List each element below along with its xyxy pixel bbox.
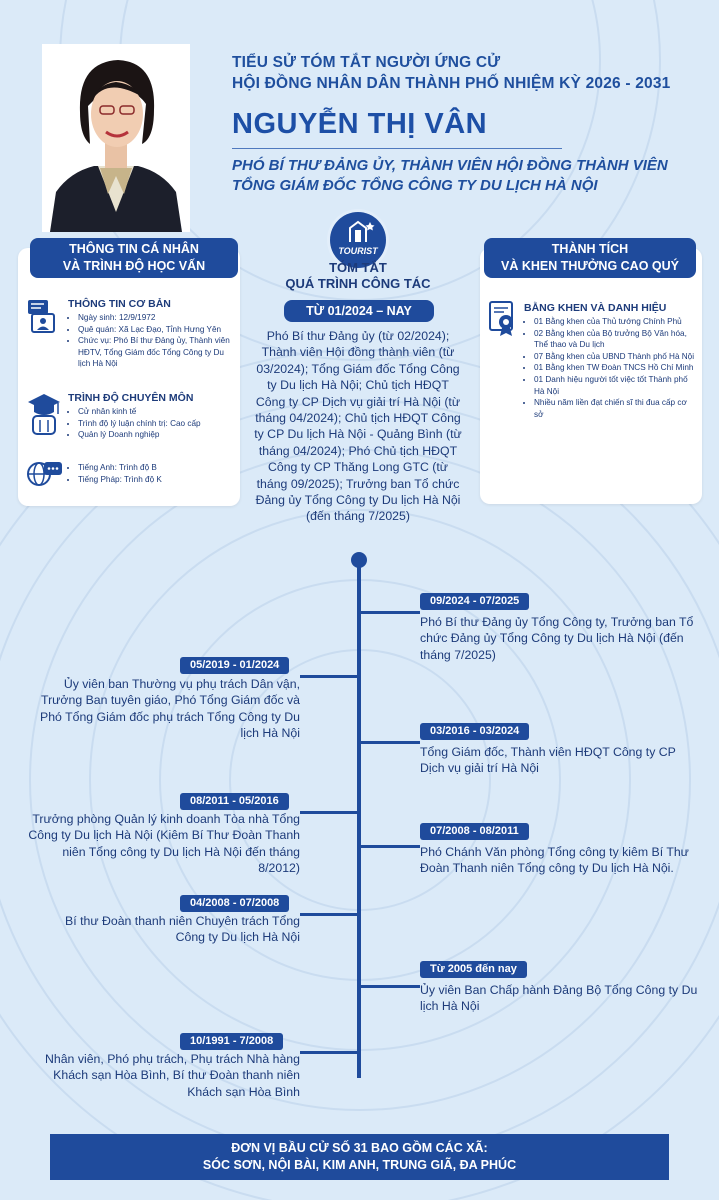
personal-info-title: [30, 238, 238, 278]
timeline-text: Bí thư Đoàn thanh niên Chuyên trách Tổng Công ty Du lịch Hà Nội: [65, 914, 300, 945]
timeline-text: Trưởng phòng Quản lý kinh doanh Tòa nhà Tổng Công ty Du lịch Hà Nội (Kiêm Bí Thư Đoàn Thanh niên Tổng công ty Du lịch Hà Nội đến tháng 8/2012): [28, 812, 300, 876]
expertise-item: • Cử nhân kinh tế: [78, 406, 236, 418]
timeline-spine: [357, 558, 361, 1078]
timeline-connector: [360, 741, 420, 744]
basic-info-item: • Ngày sinh: 12/9/1972: [78, 312, 236, 324]
position-line2: TỔNG GIÁM ĐỐC TỔNG CÔNG TY DU LỊCH HÀ NỘI: [232, 177, 598, 194]
career-title-line1: TÓM TẮT: [329, 260, 387, 275]
timeline-text: Phó Bí thư Đảng ủy Tổng Công ty, Trưởng ban Tổ chức Đảng ủy Tổng Công ty Du lịch Hà Nội (đến tháng 7/2025): [420, 615, 694, 662]
personal-title-line1: THÔNG TIN CÁ NHÂN: [69, 242, 199, 256]
current-period-label: TỪ 01/2024 – NAY: [284, 300, 434, 322]
footer-line2: SÓC SƠN, NỘI BÀI, KIM ANH, TRUNG GIÃ, ĐA PHÚC: [202, 1158, 517, 1172]
current-period-text: Phó Bí thư Đảng ủy (từ 02/2024); Thành viên Hội đồng thành viên (từ 03/2024); Tổng Giám đốc Tổng Công ty Du lịch Hà Nội; Chủ tịch HĐQT Công ty CP Dịch vụ giải trí Hà Nội (từ tháng 04/2024); Chủ tịch HĐQT Công ty CP Du lịch Hà Nội - Quảng Bình (từ tháng 04/2024); Phó Chủ tịch HĐQT Công ty CP Thăng Long GTC (từ tháng 09/2025); Trưởng ban Tổ chức Đảng ủy Tổng Công ty Du lịch Hà Nội (đến tháng 7/2025): [254, 329, 462, 524]
timeline-text: Nhân viên, Phó phụ trách, Phụ trách Nhà hàng Khách sạn Hòa Bình, Bí thư Đoàn thanh niên Khách sạn Hòa Bình: [45, 1052, 300, 1099]
expertise-title: TRÌNH ĐỘ CHUYÊN MÔN: [68, 392, 194, 404]
language-item: • Tiếng Anh: Trình độ B: [78, 462, 236, 474]
position-line1: PHÓ BÍ THƯ ĐẢNG ỦY, THÀNH VIÊN HỘI ĐỒNG THÀNH VIÊN: [232, 157, 668, 174]
expertise-section: [68, 392, 236, 441]
header-line1: TIỂU SỬ TÓM TẮT NGƯỜI ỨNG CỬ: [232, 54, 501, 71]
expertise-item: • Quản lý Doanh nghiệp: [78, 429, 236, 441]
timeline-text: Tổng Giám đốc, Thành viên HĐQT Công ty CP Dịch vụ giải trí Hà Nội: [420, 745, 676, 776]
personal-title-line2: VÀ TRÌNH ĐỘ HỌC VẤN: [62, 259, 206, 273]
timeline-date: 04/2008 - 07/2008: [180, 895, 289, 912]
footer-line1: ĐƠN VỊ BẦU CỬ SỐ 31 BAO GỒM CÁC XÃ:: [231, 1141, 488, 1155]
candidate-name: NGUYỄN THỊ VÂN: [232, 108, 488, 140]
career-summary-title: [250, 260, 466, 292]
awards-list-title: BẰNG KHEN VÀ DANH HIỆU: [524, 302, 667, 314]
award-item: • 02 Bằng khen của Bộ trưởng Bộ Văn hóa, Thể thao và Du lịch: [534, 328, 696, 351]
basic-info-title: THÔNG TIN CƠ BẢN: [68, 298, 171, 310]
timeline-connector: [300, 913, 358, 916]
language-section: [68, 460, 236, 485]
basic-info-section: [68, 298, 236, 370]
award-item: • 01 Bằng khen của Thủ tướng Chính Phủ: [534, 316, 696, 328]
timeline-connector: [360, 611, 420, 614]
timeline-connector: [300, 1051, 358, 1054]
certificate-medal-icon: [488, 300, 518, 343]
language-item: • Tiếng Pháp: Trình độ K: [78, 474, 236, 486]
awards-title-line1: THÀNH TÍCH: [551, 242, 629, 256]
timeline-text: Phó Chánh Văn phòng Tổng công ty kiêm Bí Thư Đoàn Thanh niên Tổng công ty Du lịch Hà Nội.: [420, 845, 689, 876]
awards-section: [524, 302, 696, 420]
graduation-icon: [26, 392, 62, 441]
timeline-date: 07/2008 - 08/2011: [420, 823, 529, 840]
award-item: • 07 Bằng khen của UBND Thành phố Hà Nội: [534, 351, 696, 363]
logo-text: TOURIST: [338, 246, 378, 256]
awards-title: [484, 238, 696, 278]
award-item: • 01 Bằng khen TW Đoàn TNCS Hồ Chí Minh: [534, 362, 696, 374]
header-divider: [232, 148, 562, 149]
timeline-date: 08/2011 - 05/2016: [180, 793, 289, 810]
header-title: [232, 52, 702, 94]
timeline-date: 10/1991 - 7/2008: [180, 1033, 283, 1050]
timeline-text: Ủy viên Ban Chấp hành Đảng Bộ Tổng Công ty Du lịch Hà Nội: [420, 983, 698, 1014]
basic-info-item: • Chức vụ: Phó Bí thư Đảng ủy, Thành viên HĐTV, Tổng Giám đốc Tổng Công ty Du lịch Hà Nội: [78, 335, 236, 370]
timeline-connector: [300, 811, 358, 814]
language-chat-icon: [26, 460, 64, 495]
id-card-icon: [26, 298, 56, 339]
electoral-unit-banner: [50, 1134, 669, 1180]
timeline-date: 05/2019 - 01/2024: [180, 657, 289, 674]
timeline-connector: [300, 675, 358, 678]
basic-info-item: • Quê quán: Xã Lạc Đạo, Tỉnh Hưng Yên: [78, 324, 236, 336]
award-item: • Nhiều năm liền đạt chiến sĩ thi đua cấp cơ sở: [534, 397, 696, 420]
timeline-date: Từ 2005 đến nay: [420, 961, 527, 978]
timeline-connector: [360, 985, 420, 988]
timeline-text: Ủy viên ban Thường vụ phụ trách Dân vận, Trưởng Ban tuyên giáo, Phó Tổng Giám đốc và Phó Tổng Giám đốc phụ trách Tổng Công ty Du lịch Hà Nội: [40, 677, 300, 741]
expertise-item: • Trình độ lý luận chính trị: Cao cấp: [78, 418, 236, 430]
career-title-line2: QUÁ TRÌNH CÔNG TÁC: [285, 276, 431, 291]
header-line2: HỘI ĐỒNG NHÂN DÂN THÀNH PHỐ NHIỆM KỲ 2026 - 2031: [232, 75, 671, 92]
awards-title-line2: VÀ KHEN THƯỞNG CAO QUÝ: [501, 259, 679, 273]
candidate-position: [232, 156, 702, 196]
portrait-photo: [42, 44, 190, 232]
timeline-connector: [360, 845, 420, 848]
timeline-date: 09/2024 - 07/2025: [420, 593, 529, 610]
timeline-date: 03/2016 - 03/2024: [420, 723, 529, 740]
award-item: • 01 Danh hiệu người tốt việc tốt Thành phố Hà Nội: [534, 374, 696, 397]
